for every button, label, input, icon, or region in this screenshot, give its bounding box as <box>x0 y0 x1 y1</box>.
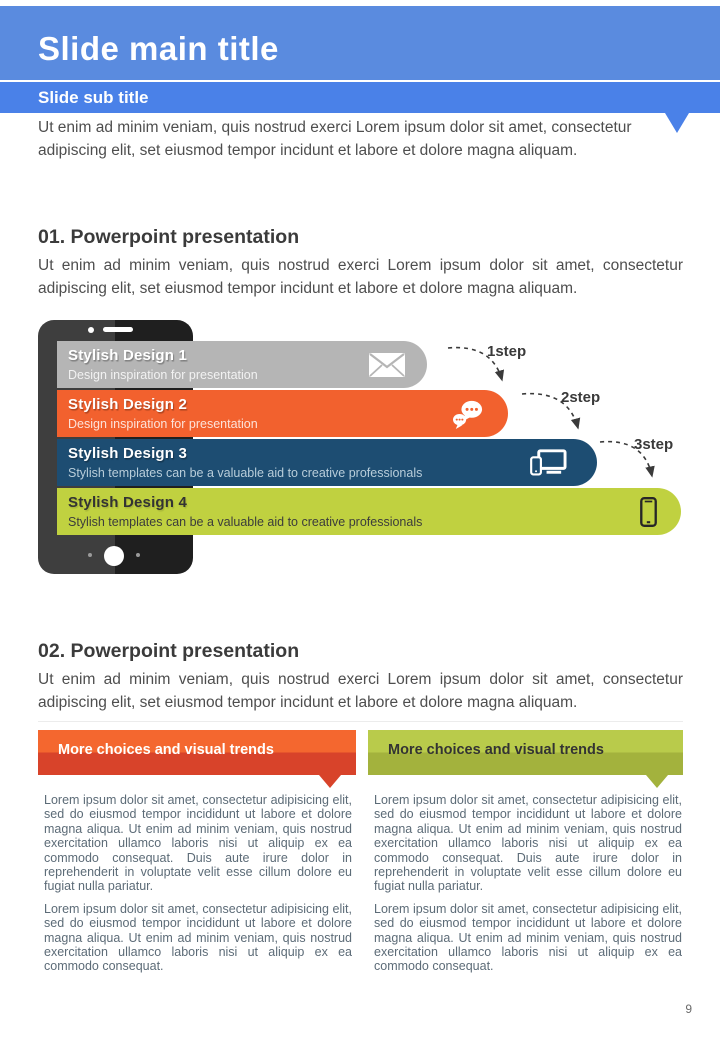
banner-title: Stylish Design 1 <box>68 347 188 364</box>
column-text-right <box>374 793 682 982</box>
subtitle-pointer-triangle <box>665 113 689 133</box>
page-title: Slide main title <box>38 30 279 67</box>
speaker-bar <box>103 327 133 332</box>
column-text-left <box>44 793 352 982</box>
columns-divider-line <box>38 721 683 722</box>
column-left-paragraph-1: Lorem ipsum dolor sit amet, consectetur adipisicing elit, sed do eiusmod tempor incididunt ut labore et dolore magna aliqua. Ut enim ad minim veniam, quis nostrud exercitation ullamco laboris nisi ut aliquip ex ea commodo consequat. Duis aute irure dolor in reprehenderit in voluptate velit esse cillum dolore eu fugiat nulla pariatur. <box>44 793 352 894</box>
banner-subtitle: Stylish templates can be a valuable aid to creative professionals <box>68 515 423 529</box>
column-header-left-pointer <box>319 775 341 788</box>
step-label-3: 3step <box>634 436 674 453</box>
section-1-paragraph: Ut enim ad minim veniam, quis nostrud exerci Lorem ipsum dolor sit amet, consectetur adipiscing elit, set eiusmod tempor incidunt et labore et dolore magna aliquam. <box>38 257 683 297</box>
slide-subtitle: Slide sub title <box>38 88 149 107</box>
column-left-paragraph-2: Lorem ipsum dolor sit amet, consectetur adipisicing elit, sed do eiusmod tempor incididunt ut labore et dolore magna aliqua. Ut enim ad minim veniam, quis nostrud exercitation ullamco laboris nisi ut aliquip ex ea commodo consequat. <box>44 901 352 974</box>
infographic <box>38 320 698 578</box>
banner-subtitle: Design inspiration for presentation <box>68 417 258 431</box>
home-button <box>104 546 124 566</box>
side-dot-right <box>136 553 140 557</box>
step-arrows <box>400 330 700 500</box>
banner-title: Stylish Design 2 <box>68 396 188 413</box>
column-header-left-label: More choices and visual trends <box>58 742 274 758</box>
banner-subtitle: Stylish templates can be a valuable aid to creative professionals <box>68 466 423 480</box>
slide-subheader-band <box>0 82 720 113</box>
section-2-paragraph: Ut enim ad minim veniam, quis nostrud exerci Lorem ipsum dolor sit amet, consectetur adipiscing elit, set eiusmod tempor incidunt et labore et dolore magna aliquam. <box>38 671 683 711</box>
section-1-heading: 01. Powerpoint presentation <box>38 226 300 248</box>
step-label-2: 2step <box>561 389 601 406</box>
banner-title: Stylish Design 3 <box>68 445 188 462</box>
banner-title: Stylish Design 4 <box>68 494 188 511</box>
column-header-right-pointer <box>646 775 668 788</box>
banner-stylish-design-1 <box>57 341 427 388</box>
column-right-paragraph-2: Lorem ipsum dolor sit amet, consectetur adipisicing elit, sed do eiusmod tempor incididunt ut labore et dolore magna aliqua. Ut enim ad minim veniam, quis nostrud exercitation ullamco laboris nisi ut aliquip ex ea commodo consequat. <box>374 901 682 974</box>
step-label-1: 1step <box>487 343 527 360</box>
side-dot-left <box>88 553 92 557</box>
intro-paragraph: Ut enim ad minim veniam, quis nostrud exerci Lorem ipsum dolor sit amet, consectetur adipiscing elit, set eiusmod tempor incidunt et labore et dolore magna aliquam. <box>38 119 632 159</box>
section-2-heading: 02. Powerpoint presentation <box>38 640 300 662</box>
column-right-paragraph-1: Lorem ipsum dolor sit amet, consectetur adipisicing elit, sed do eiusmod tempor incididunt ut labore et dolore magna aliqua. Ut enim ad minim veniam, quis nostrud exercitation ullamco laboris nisi ut aliquip ex ea commodo consequat. Duis aute irure dolor in reprehenderit in voluptate velit esse cillum dolore eu fugiat nulla pariatur. <box>374 793 682 894</box>
page-number: 9 <box>685 1002 692 1016</box>
camera-dot <box>88 327 94 333</box>
slide-header-band <box>0 6 720 80</box>
banner-subtitle: Design inspiration for presentation <box>68 368 258 382</box>
column-header-right <box>368 730 683 775</box>
smartphone-icon <box>640 497 657 527</box>
column-header-right-label: More choices and visual trends <box>388 742 604 758</box>
column-header-left <box>38 730 356 775</box>
